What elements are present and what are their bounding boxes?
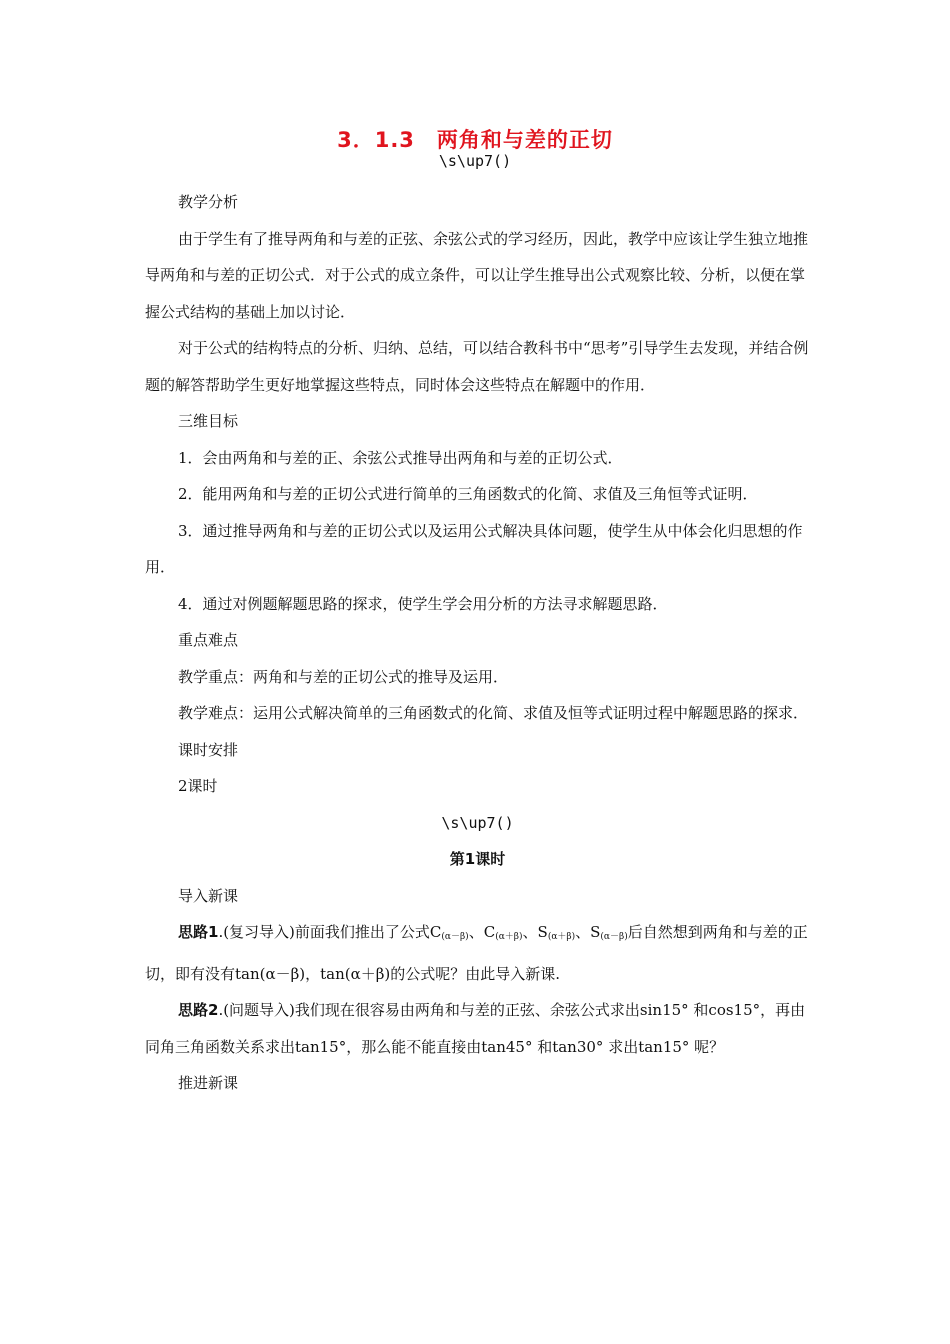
section-heading-new: 推进新课 — [178, 1074, 239, 1092]
section-heading-schedule: 课时安排 — [178, 740, 239, 759]
idea-1-text-a: .(复习导入)前面我们推出了公式C — [218, 923, 442, 941]
idea-2-label: 思路2 — [178, 1001, 219, 1019]
section-heading-goals: 三维目标 — [178, 412, 239, 430]
key-point: 教学重点：两角和与差的正切公式的推导及运用． — [178, 667, 509, 686]
goal-item-2: 2．能用两角和与差的正切公式进行简单的三角函数式的化简、求值及三角恒等式证明． — [178, 485, 758, 503]
schedule-value: 2课时 — [178, 777, 218, 795]
separator: 、 — [468, 923, 484, 941]
analysis-paragraph-1: 由于学生有了推导两角和与差的正弦、余弦公式的学习经历，因此，教学中应该让学生独立地推导两角和与差的正切公式．对于公式的成立条件，可以让学生推导出公式观察比较、分析，以便在掌握公式结构的基础上加以讨论． — [145, 229, 809, 321]
formula-letter-s: S — [537, 923, 548, 941]
idea-2-paragraph — [145, 992, 810, 1065]
goal-item-4: 4．通过对例题解题思路的探求，使学生学会用分析的方法寻求解题思路． — [178, 594, 668, 613]
analysis-paragraph-2: 对于公式的结构特点的分析、归纳、总结，可以结合教科书中“思考”引导学生去发现，并结合例题的解答帮助学生更好地掌握这些特点，同时体会这些特点在解题中的作用． — [145, 339, 809, 394]
idea-1-paragraph — [145, 914, 810, 992]
goal-item-1: 1．会由两角和与差的正、余弦公式推导出两角和与差的正切公式． — [178, 448, 623, 467]
goal-item-3: 3．通过推导两角和与差的正切公式以及运用公式解决具体问题，使学生从中体会化归思想的作用． — [145, 521, 803, 576]
formula-sub-s-plus: (α＋β) — [547, 932, 576, 942]
formula-sub-c-plus: (α＋β) — [495, 932, 523, 942]
section-heading-key: 重点难点 — [178, 631, 239, 649]
difficult-point: 教学难点：运用公式解决简单的三角函数式的化简、求值及恒等式证明过程中解题思路的探求． — [178, 704, 809, 722]
page-title: 3．1.3 两角和与差的正切 — [337, 128, 613, 152]
document-body — [145, 184, 810, 1102]
separator: 、 — [522, 923, 538, 941]
field-code-line-2: \s\up7() — [441, 813, 514, 832]
idea-1-text-b: 后自然想到两角和与差的正切，即有没有tan(α－β)，tan(α＋β)的公式呢？由此导入新课. — [145, 923, 808, 983]
separator: 、 — [575, 923, 591, 941]
idea-2-text: .(问题导入)我们现在很容易由两角和与差的正弦、余弦公式求出sin15° 和cos15°，再由同角三角函数关系求出tan15°，那么能不能直接由tan45° 和tan30° 求出tan15° 呢？ — [145, 1001, 806, 1056]
formula-sub-c-minus: (α－β) — [441, 932, 469, 942]
idea-1-label: 思路1 — [178, 923, 219, 941]
section-heading-intro: 导入新课 — [178, 886, 239, 905]
section-heading-analysis: 教学分析 — [178, 193, 239, 211]
field-code-line: \s\up7() — [438, 152, 512, 170]
formula-letter-s-2: S — [590, 923, 601, 941]
formula-sub-s-minus: (α－β) — [600, 932, 628, 942]
lesson-title: 第1课时 — [449, 850, 506, 868]
formula-letter-c: C — [483, 923, 496, 941]
